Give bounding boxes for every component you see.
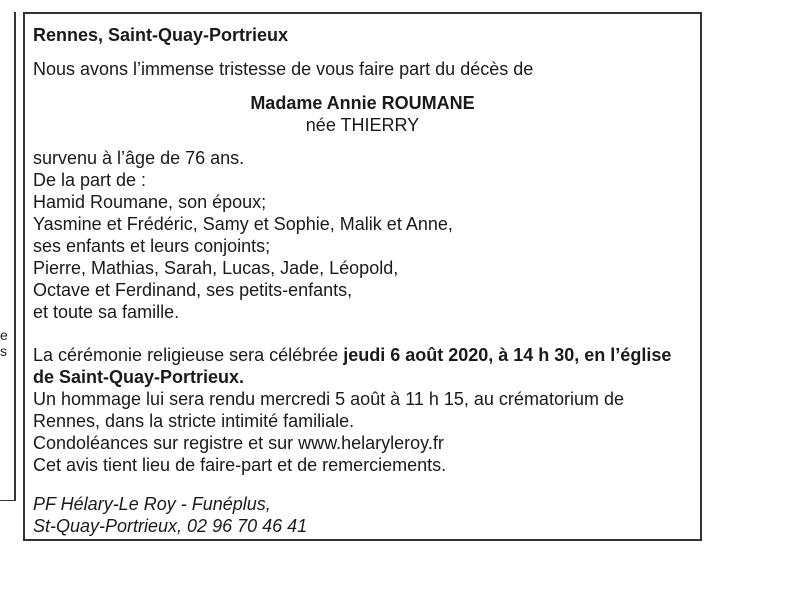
detail-line: survenu à l’âge de 76 ans. [33,148,245,168]
adjacent-notice-edge [0,12,16,501]
info-line: Condoléances sur registre et sur www.helaryleroy.fr [33,433,444,453]
info-line: Cet avis tient lieu de faire-part et de remerciements. [33,455,447,475]
detail-line: et toute sa famille. [33,302,180,322]
detail-line: Pierre, Mathias, Sarah, Lucas, Jade, Léopold, [33,258,399,278]
deceased-maiden-name: née THIERRY [305,115,420,135]
detail-line: ses enfants et leurs conjoints; [33,236,271,256]
notice-intro: Nous avons l’immense tristesse de vous faire part du décès de [33,59,534,79]
info-line: Rennes, dans la stricte intimité familiale. [33,411,355,431]
funeral-home-name: PF Hélary-Le Roy - Funéplus, [33,494,271,514]
detail-line: Hamid Roumane, son époux; [33,192,267,212]
adjacent-notice-fragment: s [0,343,7,359]
detail-line: De la part de : [33,170,147,190]
notice-location-header: Rennes, Saint-Quay-Portrieux [33,25,289,45]
deceased-name: Madame Annie ROUMANE [250,93,475,113]
funeral-home-contact: St-Quay-Portrieux, 02 96 70 46 41 [33,516,308,536]
adjacent-notice-fragment: e [0,327,8,343]
death-notice [23,12,702,541]
info-line: Un hommage lui sera rendu mercredi 5 août à 11 h 15, au crématorium de [33,389,624,409]
detail-line: Yasmine et Frédéric, Samy et Sophie, Malik et Anne, [33,214,453,234]
ceremony-prefix: La cérémonie religieuse sera célébrée [33,345,344,365]
ceremony-date-time: jeudi 6 août 2020, à 14 h 30, en l’église [343,345,672,365]
ceremony-line [33,344,671,366]
detail-line: Octave et Ferdinand, ses petits-enfants, [33,280,353,300]
ceremony-location: de Saint-Quay-Portrieux. [33,367,245,387]
